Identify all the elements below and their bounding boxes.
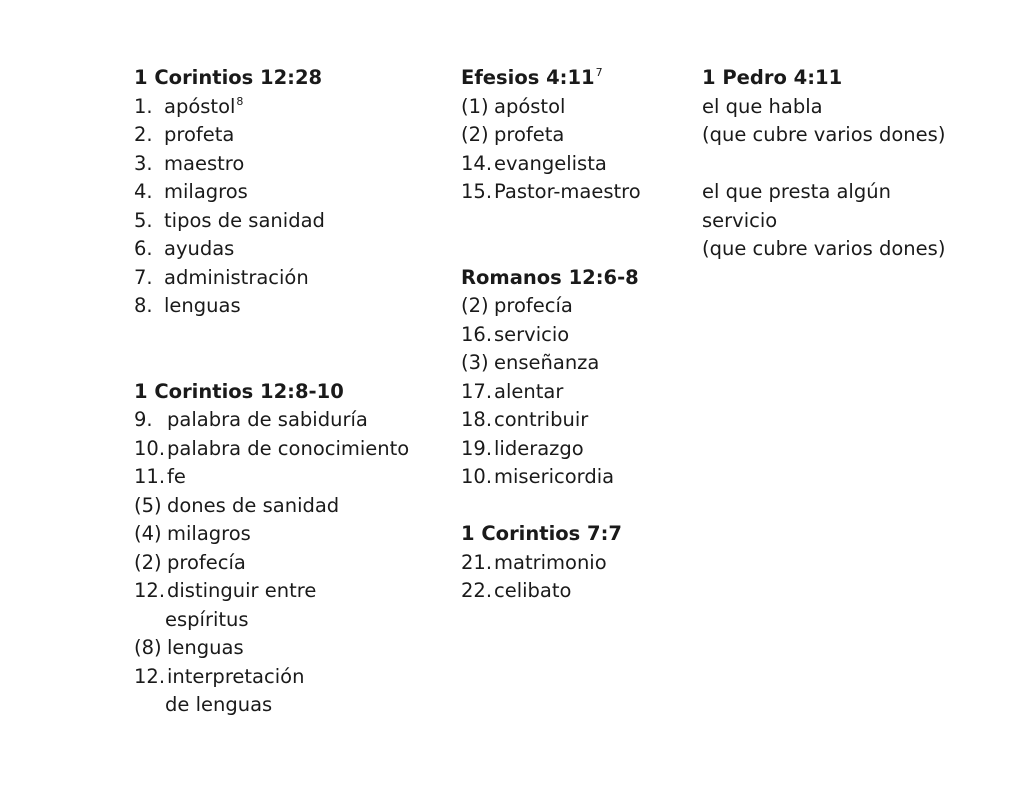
item-number: 11. [134,465,166,488]
item-number: 16. [461,322,493,346]
list-item [461,463,691,492]
item-number: 12. [134,579,166,602]
list-item [461,549,691,578]
spacer [461,492,691,521]
heading-text: Efesios 4:11 [461,66,595,89]
item-text: fe [167,465,186,488]
section-heading: 1 Corintios 12:8-10 [134,379,344,403]
item-number: 19. [461,436,493,460]
item-number: 6. [134,237,153,260]
item-text: administración [164,265,309,289]
column-1 [134,64,434,720]
list-item [134,207,434,236]
footnote-ref: 7 [595,66,603,79]
item-number: 12. [134,664,166,688]
list-item [134,93,434,122]
list-item [134,577,434,606]
list-item [134,178,434,207]
item-number: (1) [461,94,489,118]
item-text: servicio [494,322,570,346]
item-number: (5) [134,493,162,517]
footnote-ref: 8 [236,94,244,108]
list-item [461,321,691,350]
list-item [461,406,691,435]
list-item [134,406,434,435]
item-text: lenguas [167,636,244,659]
item-text: dones de sanidad [167,493,340,517]
item-text: tipos de sanidad [164,208,325,232]
item-text: alentar [494,379,564,403]
list-item [461,178,691,207]
item-text: lenguas [164,294,241,317]
item-text: palabra de conocimiento [167,436,410,460]
item-number: 7. [134,265,153,289]
text-line: (que cubre varios dones) [702,123,946,146]
column-3 [702,64,1002,264]
list-item [134,520,434,549]
item-text: interpretación [167,664,305,688]
list-item [461,435,691,464]
section-heading: 1 Corintios 12:28 [134,66,323,89]
list-item [461,93,691,122]
list-item [134,235,434,264]
item-number: (2) [461,294,489,317]
item-text: enseñanza [494,351,600,374]
item-text: celibato [494,579,572,602]
item-number: 17. [461,379,493,403]
list-item [461,292,691,321]
item-number: 2. [134,123,153,146]
list-item-continuation: espíritus [165,607,249,631]
item-number: (2) [461,123,489,146]
item-text: profeta [494,123,565,146]
section-heading: 1 Corintios 7:7 [461,522,622,545]
list-item [134,435,434,464]
item-number: 8. [134,294,153,317]
item-number: 9. [134,408,153,431]
item-number: 22. [461,579,493,602]
section-heading [461,64,691,93]
item-number: 3. [134,151,153,175]
list-item [134,663,434,692]
item-text: profecía [167,550,246,574]
list-item [134,264,434,293]
list-item [134,463,434,492]
spacer [702,150,1002,179]
item-text: milagros [167,522,251,545]
item-text: evangelista [494,151,607,175]
item-text: apóstol [494,94,566,118]
list-item [134,292,434,321]
item-text: profecía [494,294,573,317]
list-item [461,378,691,407]
text-line: el que presta algún [702,180,891,203]
item-text: ayudas [164,237,235,260]
list-item [461,577,691,606]
section-heading: 1 Pedro 4:11 [702,66,843,89]
item-text: apóstol [164,94,236,118]
item-text: Pastor-maestro [494,180,641,203]
item-number: (2) [134,550,162,574]
item-number: (4) [134,522,162,545]
item-number: (8) [134,636,162,659]
list-item-continuation: de lenguas [165,693,273,716]
item-number: 15. [461,180,493,203]
item-number: 1. [134,94,153,118]
item-number: 5. [134,208,153,232]
text-line: servicio [702,208,778,232]
item-text: liderazgo [494,436,584,460]
list-item [461,121,691,150]
item-text: profeta [164,123,235,146]
item-text: misericordia [494,465,615,488]
item-text: matrimonio [494,550,607,574]
spacer [461,207,691,264]
spacer [134,321,434,378]
section-heading: Romanos 12:6-8 [461,265,639,289]
list-item [134,634,434,663]
text-line: (que cubre varios dones) [702,237,946,260]
item-number: 10. [134,436,166,460]
item-number: 10. [461,465,493,488]
list-item [134,121,434,150]
item-number: 4. [134,180,153,203]
item-text: maestro [164,151,245,175]
column-2 [461,64,691,606]
item-text: milagros [164,180,248,203]
item-text: contribuir [494,408,589,431]
item-number: 21. [461,550,493,574]
item-number: (3) [461,351,489,374]
item-number: 14. [461,151,493,175]
list-item [134,492,434,521]
list-item [134,549,434,578]
item-text: distinguir entre [167,579,317,602]
list-item [134,150,434,179]
item-number: 18. [461,408,493,431]
list-item [461,150,691,179]
list-item [461,349,691,378]
text-line: el que habla [702,94,823,118]
item-text: palabra de sabiduría [167,408,368,431]
